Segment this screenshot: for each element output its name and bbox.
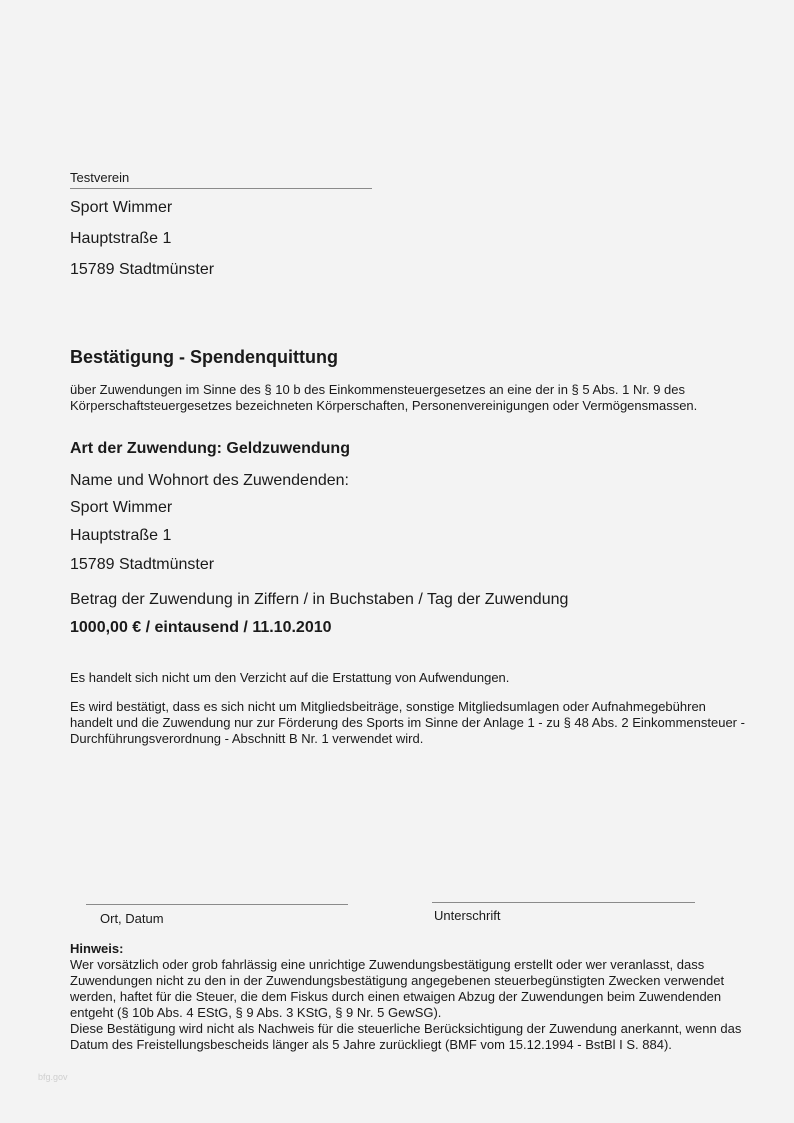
statement-bestaetigung: Es wird bestätigt, dass es sich nicht um Mitgliedsbeiträge, sonstige Mitgliedsumlagen oder Aufnahmegebühren handelt und die Zuwendung nur zur Förderung des Sports im Sinne der Anlage 1 - zu § 48 Abs. 2 Einkommensteuer - Durchführungsverordnung - Abschnitt B Nr. 1 verwendet wird. xyxy=(70,699,745,746)
donor-street: Hauptstraße 1 xyxy=(70,527,172,544)
sender-divider xyxy=(70,188,372,189)
amount-label: Betrag der Zuwendung in Ziffern / in Buchstaben / Tag der Zuwendung xyxy=(70,591,569,608)
donor-city: 15789 Stadtmünster xyxy=(70,556,215,573)
amount-value: 1000,00 € / eintausend / 11.10.2010 xyxy=(70,619,332,636)
recipient-name: Sport Wimmer xyxy=(70,199,173,216)
signature-label: Unterschrift xyxy=(434,908,501,923)
hint-text xyxy=(70,957,750,1053)
watermark: bfg.gov xyxy=(38,1072,68,1082)
sender-org: Testverein xyxy=(70,170,130,185)
signature-line xyxy=(432,902,695,903)
hint-text-liability: Wer vorsätzlich oder grob fahrlässig eine unrichtige Zuwendungsbestätigung erstellt oder wer veranlasst, dass Zuwendungen nicht zu den in der Zuwendungsbestätigung angegebenen steuerbegünstigten Zwecken verwendet werden, haftet für die Steuer, die dem Fiskus durch einen etwaigen Abzug der Zuwendungen beim Zuwendenden entgeht (§ 10b Abs. 4 EStG, § 9 Abs. 3 KStG, § 9 Nr. 5 GewSG). xyxy=(70,957,725,1020)
recipient-city: 15789 Stadtmünster xyxy=(70,261,215,278)
donation-type: Art der Zuwendung: Geldzuwendung xyxy=(70,440,350,457)
hint-text-validity: Diese Bestätigung wird nicht als Nachweis für die steuerliche Berücksichtigung der Zuwendung anerkannt, wenn das Datum des Freistellungsbescheids länger als 5 Jahre zurückliegt (BMF vom 15.12.1994 - BstBl I S. 884). xyxy=(70,1021,742,1052)
document-title: Bestätigung - Spendenquittung xyxy=(70,347,338,367)
donor-label: Name und Wohnort des Zuwendenden: xyxy=(70,472,349,489)
intro-text: über Zuwendungen im Sinne des § 10 b des Einkommensteuergesetzes an eine der in § 5 Abs. 1 Nr. 9 des Körperschaftsteuergesetzes bezeichneten Körperschaften, Personenvereinigungen oder Vermögensmassen. xyxy=(70,382,698,413)
statement-verzicht: Es handelt sich nicht um den Verzicht auf die Erstattung von Aufwendungen. xyxy=(70,670,510,685)
recipient-street: Hauptstraße 1 xyxy=(70,230,172,247)
donor-name: Sport Wimmer xyxy=(70,499,173,516)
place-date-line xyxy=(86,904,348,905)
hint-title: Hinweis: xyxy=(70,941,124,956)
place-date-label: Ort, Datum xyxy=(100,911,164,926)
